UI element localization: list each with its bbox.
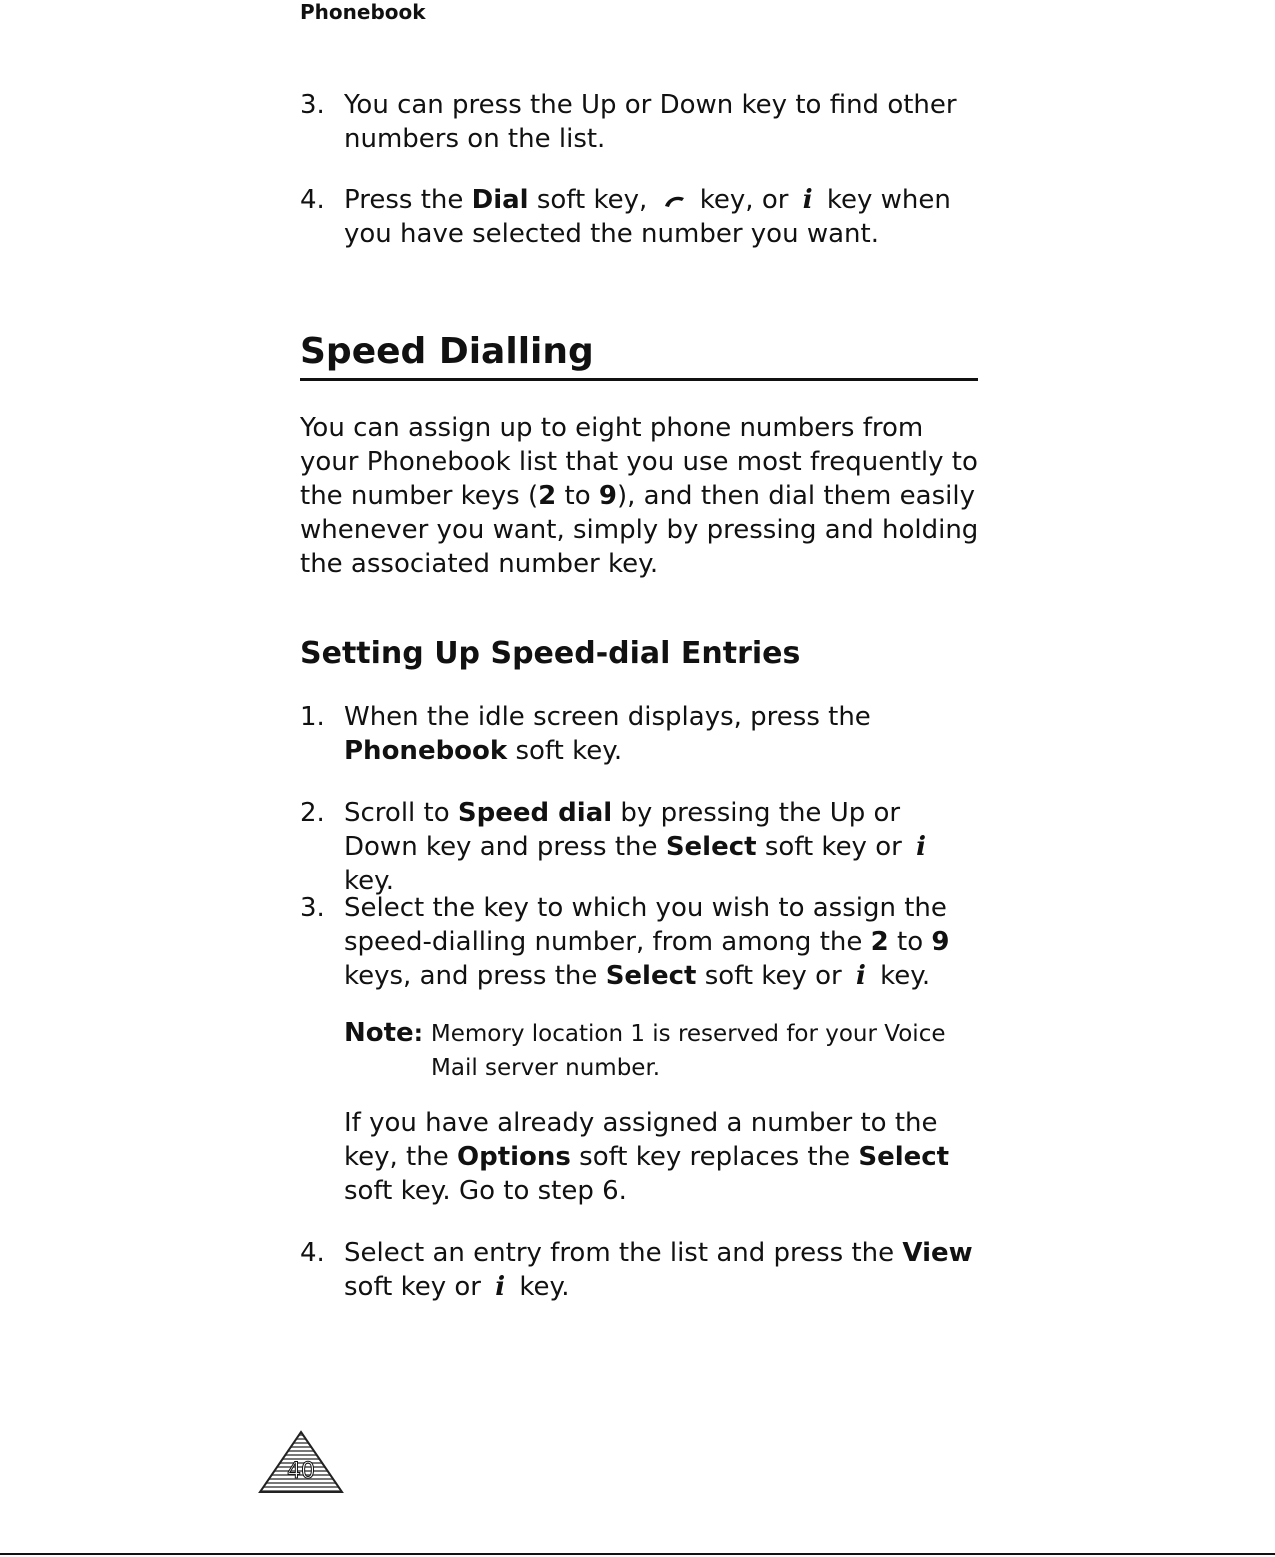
list-item	[300, 891, 980, 995]
page-bottom-rule	[0, 1553, 1275, 1555]
menu-key-icon: i	[495, 1272, 506, 1302]
step-text: Press the Dial soft key, key, or i key when you have selected the number you want.	[344, 185, 951, 249]
menu-key-icon: i	[916, 832, 926, 862]
page-number-badge	[258, 1430, 344, 1494]
menu-key-icon: i	[855, 961, 866, 991]
menu-key-icon: i	[802, 185, 813, 215]
subsection-title: Setting Up Speed-dial Entries	[300, 636, 801, 671]
list-item	[300, 183, 980, 253]
step-text: You can press the Up or Down key to find other numbers on the list.	[344, 90, 957, 154]
step-text: Select an entry from the list and press the View soft key or i key.	[344, 1238, 973, 1302]
running-header: Phonebook	[300, 0, 426, 24]
followup-paragraph: If you have already assigned a number to the key, the Options soft key replaces the Select soft key. Go to step 6.	[344, 1108, 950, 1206]
section-title: Speed Dialling	[300, 331, 594, 372]
list-item	[300, 1236, 980, 1306]
page-number: 40	[287, 1459, 315, 1484]
step-number: 3.	[300, 893, 325, 923]
section-divider	[300, 378, 978, 381]
step-text: Select the key to which you wish to assign the speed-dialling number, from among the 2 to 9 keys, and press the Select soft key or i key.	[344, 893, 950, 991]
step-text: Scroll to Speed dial by pressing the Up or Down key and press the Select soft key or i key.	[344, 798, 926, 896]
note-label: Note	[344, 1018, 414, 1048]
step-number: 1.	[300, 702, 325, 732]
step-number: 4.	[300, 185, 325, 215]
note-block: Note: Memory location 1 is reserved for your Voice Mail server number.	[344, 1016, 984, 1085]
list-item	[300, 700, 980, 770]
step-number: 3.	[300, 90, 325, 120]
step-number: 4.	[300, 1238, 325, 1268]
note-line: Mail server number.	[431, 1055, 661, 1081]
list-item	[300, 88, 980, 158]
step-number: 2.	[300, 798, 325, 828]
note-line: Memory location 1 is reserved for your Voice	[430, 1021, 946, 1047]
send-key-icon	[662, 192, 686, 210]
list-item	[300, 796, 980, 896]
dial-softkey-label: Dial	[471, 185, 529, 215]
intro-paragraph: You can assign up to eight phone numbers from your Phonebook list that you use most frequently to the number keys (2 to 9), and then dial them easily whenever you want, simply by pressing and holding the associated number key.	[300, 413, 979, 579]
step-text: When the idle screen displays, press the Phonebook soft key.	[344, 702, 871, 766]
